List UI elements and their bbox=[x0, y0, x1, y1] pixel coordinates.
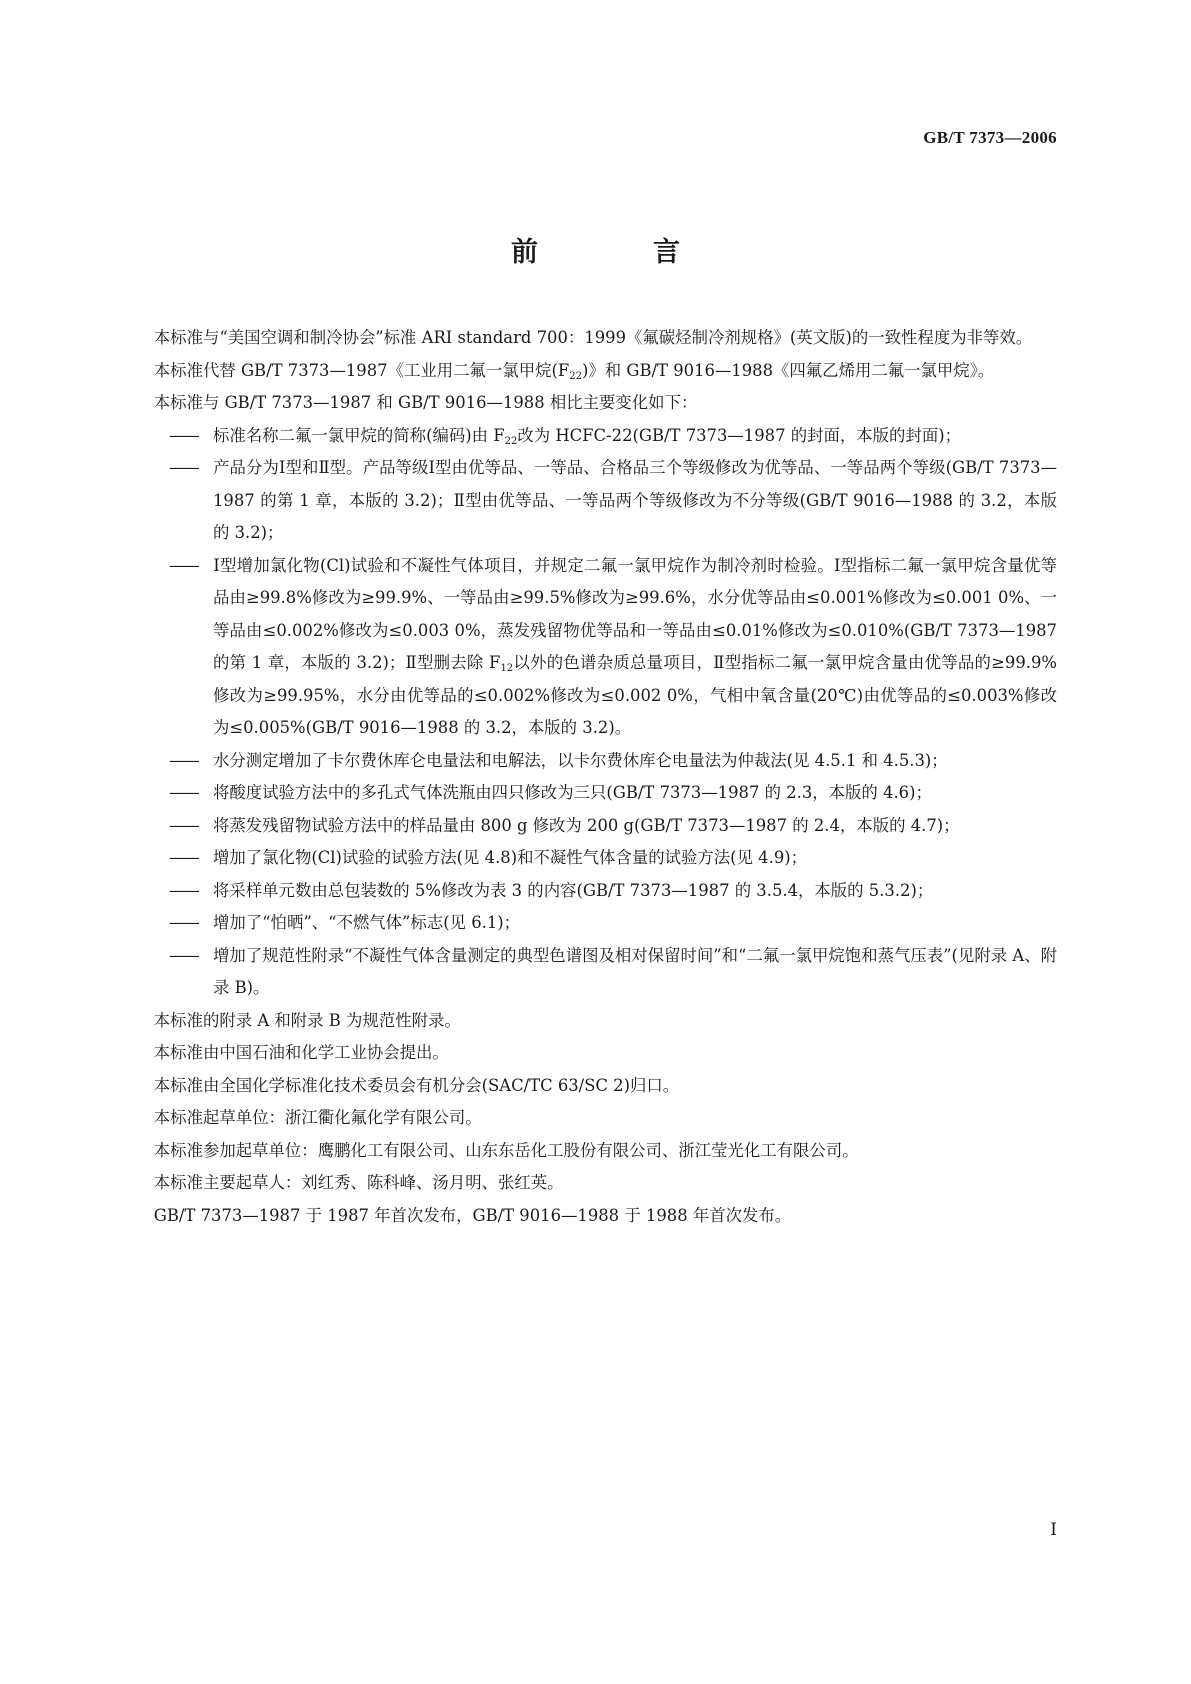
change-item: —— 产品分为Ⅰ型和Ⅱ型。产品等级Ⅰ型由优等品、一等品、合格品三个等级修改为优等品、一等品两个等级(GB/T 7373—1987 的第 1 章，本版的 3.2)；Ⅱ型由优等品、一等品两个等级修改为不分等级(GB/T 9016—1988 的 3.2，本版的 3.2)； bbox=[121, 452, 1057, 550]
dash-marker: —— bbox=[169, 458, 198, 477]
paragraph-drafters: 本标准主要起草人：刘红秀、陈科峰、汤月明、张红英。 bbox=[153, 1173, 564, 1192]
paragraph-equivalence: 本标准与“美国空调和制冷协会”标准 ARI standard 700：1999《氟碳烃制冷剂规格》(英文版)的一致性程度为非等效。 bbox=[153, 328, 1033, 347]
paragraph-committee: 本标准由全国化学标准化技术委员会有机分会(SAC/TC 63/SC 2)归口。 bbox=[153, 1075, 680, 1095]
page-title: 前 言 bbox=[511, 237, 724, 268]
paragraph-changes-intro: 本标准与 GB/T 7373—1987 和 GB/T 9016—1988 相比主要变化如下： bbox=[153, 393, 698, 412]
change-item: —— Ⅰ型增加氯化物(Cl)试验和不凝性气体项目，并规定二氟一氯甲烷作为制冷剂时检验。Ⅰ型指标二氟一氯甲烷含量优等品由≥99.8%修改为≥99.9%、一等品由≥99.5%修改为≥99.6%，水分优等品由≤0.001%修改为≤0.001 0%、一等品由≤0.002%修改为≤0.003 0%，蒸发残留物优等品和一等品由≤0.01%修改为≤0.010%(GB/T 7373—1987 的第 1 章，本版的 3.2)；Ⅱ型删去除 $F_{12}$以外的色谱杂质总量项目，Ⅱ型指标二氟一氯甲烷含量由优等品的≥99.9%修改为≥99.95%，水分由优等品的≤0.002%修改为≤0.002 0%，气相中氧含量(20℃)由优等品的≤0.003%修改为≤0.005%(GB/T 9016—1988 的 3.2，本版的 3.2)。 bbox=[121, 550, 1057, 745]
change-item: —— 将蒸发残留物试验方法中的样品量由 800 g 修改为 200 g(GB/T 7373—1987 的 2.4，本版的 4.7)； bbox=[121, 810, 1057, 843]
dash-marker: —— bbox=[169, 555, 198, 575]
dash-marker: —— bbox=[169, 913, 198, 932]
paragraph-proposer: 本标准由中国石油和化学工业协会提出。 bbox=[153, 1043, 449, 1062]
dash-marker: —— bbox=[169, 848, 198, 867]
foreword-body bbox=[121, 322, 1057, 1232]
dash-marker: —— bbox=[169, 425, 198, 445]
dash-marker: —— bbox=[169, 815, 198, 835]
change-item: —— 增加了“怕晒”、“不燃气体”标志(见 6.1)； bbox=[121, 907, 1057, 940]
paragraph-drafting-unit: 本标准起草单位：浙江衢化氟化学有限公司。 bbox=[153, 1108, 482, 1127]
dash-marker: —— bbox=[169, 880, 198, 900]
change-item: —— 增加了氯化物(Cl)试验的试验方法(见 4.8)和不凝性气体含量的试验方法(见 4.9)； bbox=[121, 842, 1057, 875]
page-number: Ⅰ bbox=[1050, 1520, 1057, 1539]
paragraph-replaces: 本标准代替 GB/T 7373—1987《工业用二氟一氯甲烷$(F_{22})$》和 GB/T 9016—1988《四氟乙烯用二氟一氯甲烷》。 bbox=[153, 360, 995, 382]
dash-marker: —— bbox=[169, 750, 198, 770]
dash-marker: —— bbox=[169, 783, 198, 802]
change-item: —— 将酸度试验方法中的多孔式气体洗瓶由四只修改为三只(GB/T 7373—1987 的 2.3，本版的 4.6)； bbox=[121, 777, 1057, 810]
change-item: —— 水分测定增加了卡尔费休库仑电量法和电解法，以卡尔费休库仑电量法为仲裁法(见 4.5.1 和 4.5.3)； bbox=[121, 745, 1057, 778]
change-item: —— 标准名称二氟一氯甲烷的简称(编码)由 $F_{22}$改为 HCFC-22(GB/T 7373—1987 的封面，本版的封面)； bbox=[121, 420, 1057, 453]
change-item: —— 增加了规范性附录“不凝性气体含量测定的典型色谱图及相对保留时间”和“二氟一氯甲烷饱和蒸气压表”(见附录 A、附录 B)。 bbox=[121, 940, 1057, 1005]
dash-marker: —— bbox=[169, 945, 198, 965]
change-item: —— 将采样单元数由总包装数的 5%修改为表 3 的内容(GB/T 7373—1987 的 3.5.4，本版的 5.3.2)； bbox=[121, 875, 1057, 908]
standard-code: GB/T 7373—2006 bbox=[923, 128, 1057, 147]
paragraph-participating-units: 本标准参加起草单位：鹰鹏化工有限公司、山东东岳化工股份有限公司、浙江莹光化工有限公司。 bbox=[153, 1140, 859, 1160]
paragraph-release-history: GB/T 7373—1987 于 1987 年首次发布，GB/T 9016—1988 于 1988 年首次发布。 bbox=[153, 1205, 792, 1225]
paragraph-annexes: 本标准的附录 A 和附录 B 为规范性附录。 bbox=[153, 1010, 461, 1030]
